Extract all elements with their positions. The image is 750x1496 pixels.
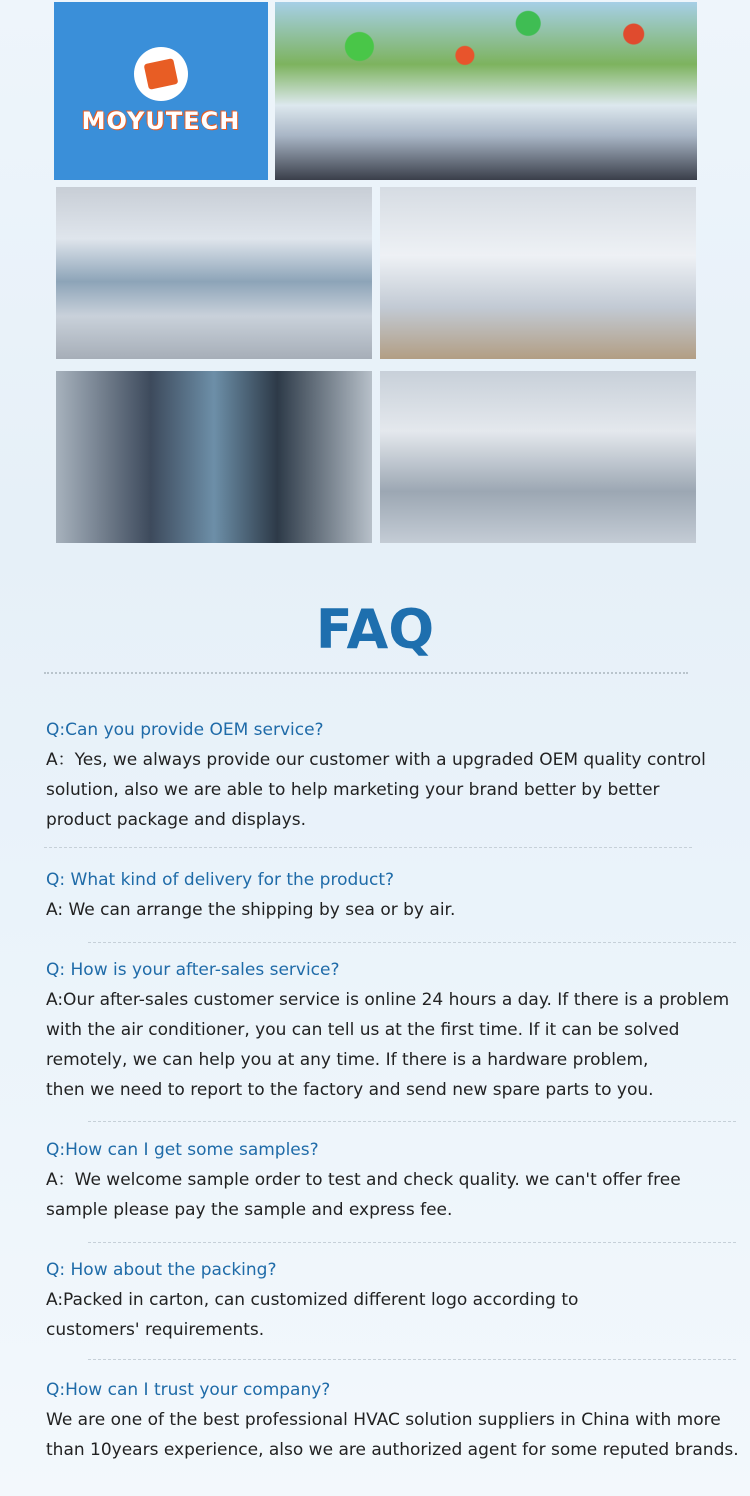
faq-answer: A:Our after-sales customer service is online 24 hours a day. If there is a problem with the air conditioner, you can tell us at the first time. If it can be solved remotely, we can help you at any time. If there is a hardware problem, then we need to report to the factory and send new spare parts to you. — [46, 990, 730, 1100]
title-divider — [44, 672, 688, 674]
faq-answer: A: We can arrange the shipping by sea or by air. — [46, 900, 456, 920]
faq-question: Q:How can I trust your company? — [46, 1380, 331, 1400]
faq-answer: A:Packed in carton, can customized different logo according to customers' requirements. — [46, 1290, 579, 1340]
faq-item — [46, 1375, 739, 1465]
moyutech-logo — [54, 2, 268, 180]
faq-divider — [88, 1242, 736, 1243]
faq-answer: We are one of the best professional HVAC solution suppliers in China with more than 10years experience, also we are authorized agent for some reputed brands. — [46, 1410, 739, 1460]
faq-question: Q: How about the packing? — [46, 1260, 277, 1280]
factory-photo-1 — [56, 187, 372, 359]
faq-divider — [88, 942, 736, 943]
factory-photo-4 — [380, 371, 696, 543]
faq-item — [46, 1255, 726, 1345]
faq-question: Q: What kind of delivery for the product? — [46, 870, 395, 890]
faq-item — [46, 865, 726, 925]
faq-divider — [88, 1121, 736, 1122]
faq-question: Q:How can I get some samples? — [46, 1140, 319, 1160]
faq-question: Q: How is your after-sales service? — [46, 960, 340, 980]
faq-answer: A：Yes, we always provide our customer with a upgraded OEM quality control solution, also we are able to help marketing your brand better by better product package and displays. — [46, 750, 706, 830]
faq-question: Q:Can you provide OEM service? — [46, 720, 324, 740]
faq-item — [46, 715, 726, 835]
team-photo — [275, 2, 697, 180]
faq-divider — [44, 847, 692, 848]
faq-item — [46, 955, 730, 1105]
faq-answer: A：We welcome sample order to test and check quality. we can't offer free sample please pay the sample and express fee. — [46, 1170, 681, 1220]
faq-divider — [88, 1359, 736, 1360]
factory-photo-3 — [56, 371, 372, 543]
factory-photo-2 — [380, 187, 696, 359]
logo-text: MOYUTECH — [81, 107, 241, 135]
faq-title: FAQ — [315, 598, 435, 661]
faq-item — [46, 1135, 726, 1225]
logo-mark-icon — [134, 47, 188, 101]
